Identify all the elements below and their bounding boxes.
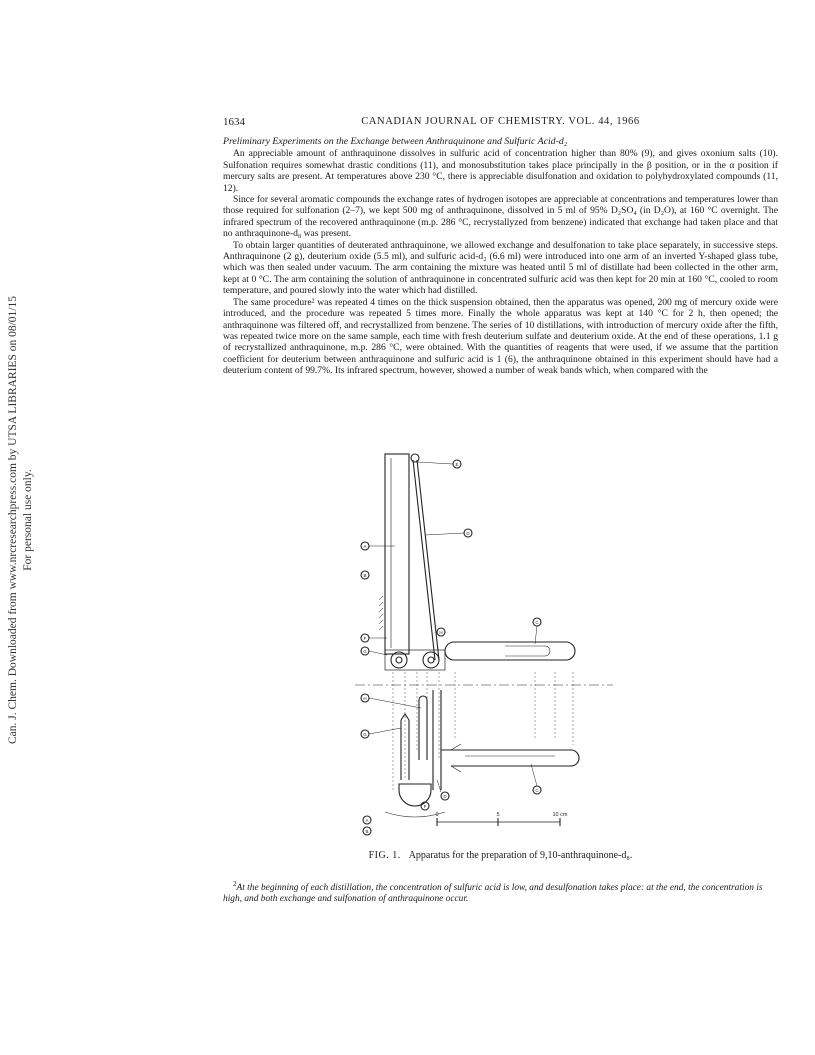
upper-horizontal-tube — [445, 642, 575, 660]
label-F-lower: F — [423, 804, 427, 809]
top-joint — [411, 454, 419, 462]
footnote-marker: 2 — [233, 880, 237, 888]
figure-label: FIG. 1. — [368, 850, 401, 861]
label-D-lower: D — [443, 794, 447, 799]
download-side-note — [2, 270, 38, 770]
page-header — [223, 116, 778, 130]
lower-left-tube — [401, 714, 409, 780]
label-B-lower: B — [365, 829, 369, 834]
label-G-upper: G — [363, 649, 367, 654]
download-side-note-text — [6, 270, 36, 770]
label-B-upper: B — [363, 573, 367, 578]
running-title: CANADIAN JOURNAL OF CHEMISTRY. VOL. 44, 1966 — [361, 116, 640, 127]
figure-caption-text: Apparatus for the preparation of 9,10-anthraquinone-d₈. — [408, 850, 633, 861]
paragraph-3: To obtain larger quantities of deuterated anthraquinone, we allowed exchange and desulfonation to take place separately, in successive steps. Anthraquinone (2 g), deuterium oxide (5.5 ml), and sulfuric acid-d₂ (6.6 ml) were introduced into one arm of an inverted Y-shaped glass tube, which was then sealed under vacuum. The arm containing the mixture was heated until 5 ml of distillate had been collected in the other arm, kept at 0 °C. The arm containing the solution of anthraquinone in concentrated sulfuric acid was then kept for 20 min at 160 °C, cooled to room temperature, and poured slowly into the water which had distilled. — [223, 239, 778, 297]
download-notice: Can. J. Chem. Downloaded from www.nrcresearchpress.com by UTSA LIBRARIES on 08/01/15 — [7, 296, 19, 745]
footnote — [223, 879, 778, 906]
apparatus-drawing — [355, 450, 615, 840]
apparatus-figure — [355, 450, 615, 840]
footnote-text: At the beginning of each distillation, the concentration of sulfuric acid is low, and desulfonation takes place: at the end, the concentration is high, and both exchange and sulfonation of anthraquinone occur. — [223, 883, 763, 905]
label-F-upper: F — [363, 636, 367, 641]
article-body — [223, 136, 778, 377]
stopcock-right — [423, 652, 439, 668]
label-D-upper: D — [466, 531, 470, 536]
label-H-lower: H — [363, 696, 367, 701]
figure-caption — [223, 850, 778, 861]
label-E-top: E — [455, 462, 459, 467]
scale-label-end: 10 cm — [552, 812, 568, 818]
paragraph-4: The same procedure² was repeated 4 times on the thick suspension obtained, then the apparatus was opened, 200 mg of mercury oxide were introduced, and the procedure was repeated 5 times more. Finally the whole apparatus was kept at 140 °C for 2 h, then opened; the anthraquinone was filtered off, and recrystallized from benzene. The series of 10 distillations, with introduction of mercury oxide after the fifth, was repeated twice more on the same sample, each time with fresh deuterium sulfate and deuterium oxide. At the end of these operations, 1.1 g of recrystallized anthraquinone, m.p. 286 °C, were obtained. With the quantities of reagents that were used, if we assume that the partition coefficient for deuterium between anthraquinone and sulfuric acid is 1 (6), the anthraquinone obtained in this experiment should have had a deuterium content of 99.7%. Its infrared spectrum, however, showed a number of weak bands which, when compared with the — [223, 296, 778, 377]
scale-label-zero: 0 — [435, 812, 439, 818]
paragraph-2: Since for several aromatic compounds the exchange rates of hydrogen isotopes are appreciable at concentrations and temperatures lower than those required for sulfonation (2–7), we kept 500 mg of anthraquinone, dissolved in 5 ml of 95% D₂SO₄ (in D₂O), at 160 °C overnight. The infrared spectrum of the recovered anthraquinone (m.p. 286 °C, recrystallyzed from benzene) indicated that exchange had taken place and that no anthraquinone-d₈ was present. — [223, 194, 778, 240]
lower-vertical-tube — [433, 690, 441, 790]
upper-vertical-tube — [385, 454, 409, 654]
personal-use-notice: For personal use only. — [22, 469, 34, 571]
section-heading: Preliminary Experiments on the Exchange between Anthraquinone and Sulfuric Acid-d₂ — [223, 136, 568, 147]
page-number: 1634 — [223, 116, 245, 128]
label-A-upper: A — [363, 544, 367, 549]
scale-label-mid: 5 — [496, 812, 500, 818]
paragraph-1: An appreciable amount of anthraquinone dissolves in sulfuric acid of concentration higher than 80% (9), and gives oxonium salts (10). Sulfonation requires somewhat drastic conditions (11), and monosubstitution takes place principally in the β position, or in the α position if mercury salts are present. At temperatures above 230 °C, there is appreciable disulfonation and oxidation to polyhydroxylated compounds (11, 12). — [223, 148, 778, 194]
label-G-lower: G — [363, 732, 367, 737]
lower-horizontal-tube — [441, 750, 579, 766]
diagonal-tube — [413, 460, 435, 660]
label-C-upper: C — [535, 620, 539, 625]
label-A-lower: A — [365, 818, 369, 823]
label-H-upper: H — [439, 630, 443, 635]
lower-inner-tube — [419, 696, 427, 760]
label-C-lower: C — [535, 788, 539, 793]
